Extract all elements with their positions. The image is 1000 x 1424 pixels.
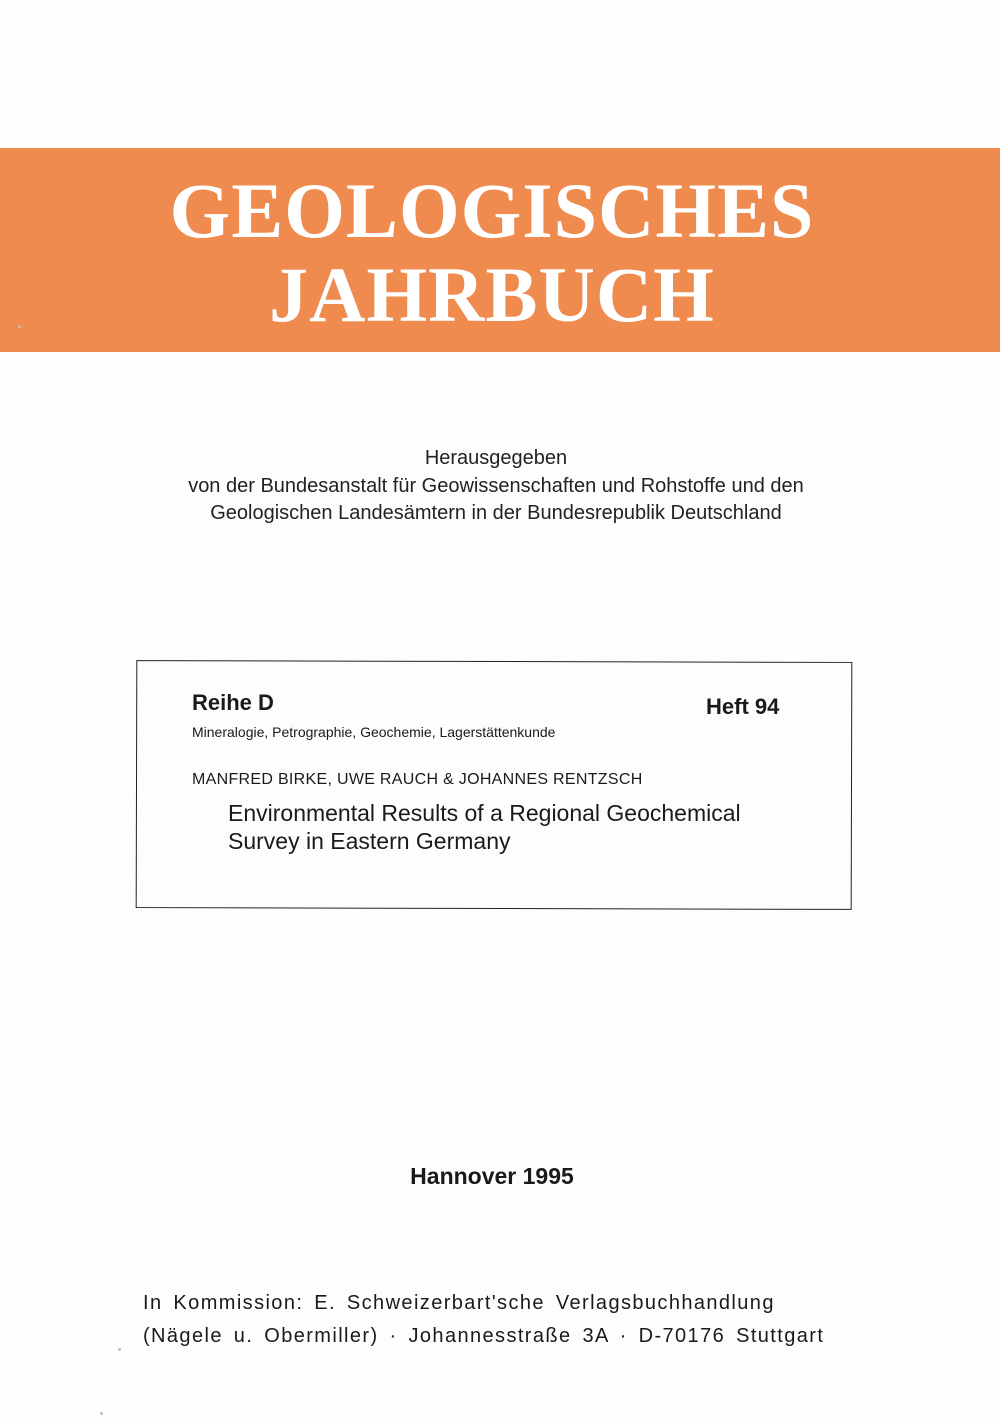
journal-title-line-1: GEOLOGISCHES [169,167,815,254]
scan-speck [100,1412,103,1415]
issue-number: Heft 94 [706,694,780,719]
series-label: Reihe D [192,690,274,715]
series-subjects: Mineralogie, Petrographie, Geochemie, Lagerstättenkunde [192,724,556,740]
place-year [0,1163,1000,1190]
publisher-line-2: von der Bundesanstalt für Geowissenschaften und Rohstoffe und den [188,475,804,497]
scan-speck [18,325,21,328]
work-title-line-1: Environmental Results of a Regional Geochemical [228,800,741,826]
place-year-text: Hannover 1995 [410,1163,574,1189]
scan-speck [118,1348,121,1351]
commission-line-2: (Nägele u. Obermiller) · Johannesstraße 3A · D-70176 Stuttgart [143,1325,825,1347]
publisher-line-1: Herausgegeben [424,447,568,469]
journal-title-line-2: JAHRBUCH [269,251,715,338]
authors: MANFRED BIRKE, UWE RAUCH & JOHANNES RENTZSCH [192,771,643,788]
work-title-line-2: Survey in Eastern Germany [228,828,511,854]
publisher-line-3: Geologischen Landesämtern in der Bundesrepublik Deutschland [210,502,782,524]
commission-line-1: In Kommission: E. Schweizerbart'sche Verlagsbuchhandlung [143,1292,775,1314]
